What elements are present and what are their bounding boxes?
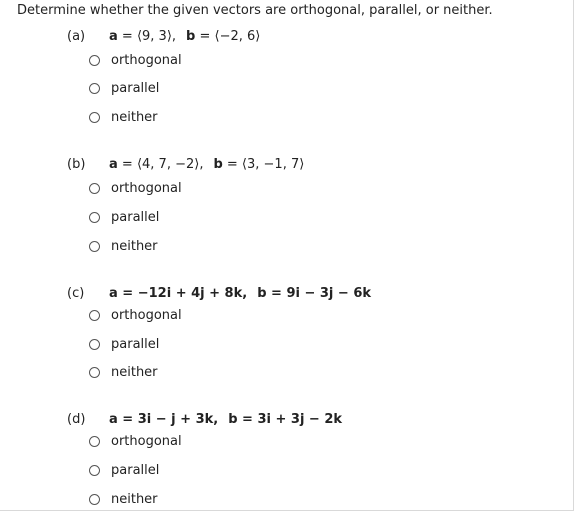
vector-a-expression: = −12i + 4j + 8k, <box>117 286 248 301</box>
option-label: parallel <box>111 336 160 352</box>
part-a-header <box>67 28 260 46</box>
radio-button[interactable] <box>89 212 100 223</box>
option-neither[interactable] <box>89 237 158 255</box>
vector-b-expression: = ⟨−2, 6⟩ <box>195 29 261 44</box>
option-orthogonal[interactable] <box>89 306 182 324</box>
vector-b-expression: = 3i + 3j − 2k <box>237 412 343 427</box>
radio-button[interactable] <box>89 83 100 94</box>
option-parallel[interactable] <box>89 335 159 353</box>
radio-button[interactable] <box>89 310 100 321</box>
radio-button[interactable] <box>89 465 100 476</box>
radio-button[interactable] <box>89 55 100 66</box>
radio-button[interactable] <box>89 494 100 505</box>
radio-button[interactable] <box>89 339 100 350</box>
radio-button[interactable] <box>89 241 100 252</box>
radio-button[interactable] <box>89 367 100 378</box>
option-label: orthogonal <box>111 180 182 196</box>
vector-b-expression: = ⟨3, −1, 7⟩ <box>222 157 305 172</box>
vector-b-name: b <box>213 157 223 172</box>
vector-a-expression: = 3i − j + 3k, <box>117 412 219 427</box>
vector-a-expression: = ⟨4, 7, −2⟩, <box>117 157 204 172</box>
vector-b-expression: = 9i − 3j − 6k <box>266 286 372 301</box>
part-label: (b) <box>67 157 86 172</box>
part-c-header <box>67 285 371 303</box>
part-label: (a) <box>67 29 86 44</box>
option-label: neither <box>111 364 158 380</box>
vector-a-expression: = ⟨9, 3⟩, <box>117 29 177 44</box>
part-b-header <box>67 156 304 174</box>
radio-button[interactable] <box>89 112 100 123</box>
vector-b-name: b <box>186 29 196 44</box>
option-orthogonal[interactable] <box>89 179 182 197</box>
option-label: neither <box>111 109 158 125</box>
vector-a-name: a <box>109 157 118 172</box>
option-parallel[interactable] <box>89 208 159 226</box>
option-neither[interactable] <box>89 490 158 508</box>
vector-a-name: a <box>109 29 118 44</box>
option-label: neither <box>111 491 158 507</box>
option-orthogonal[interactable] <box>89 51 182 69</box>
vector-b-name: b <box>257 286 267 301</box>
vector-a-name: a <box>109 412 118 427</box>
option-neither[interactable] <box>89 363 158 381</box>
vector-a-name: a <box>109 286 118 301</box>
option-label: parallel <box>111 80 160 96</box>
option-label: parallel <box>111 462 160 478</box>
option-label: orthogonal <box>111 307 182 323</box>
radio-button[interactable] <box>89 436 100 447</box>
part-d-header <box>67 411 342 429</box>
question-prompt: Determine whether the given vectors are orthogonal, parallel, or neither. <box>17 3 493 18</box>
option-neither[interactable] <box>89 108 158 126</box>
part-label: (d) <box>67 412 86 427</box>
radio-button[interactable] <box>89 183 100 194</box>
part-label: (c) <box>67 286 85 301</box>
option-parallel[interactable] <box>89 461 159 479</box>
option-label: orthogonal <box>111 433 182 449</box>
vector-b-name: b <box>228 412 238 427</box>
option-parallel[interactable] <box>89 79 159 97</box>
option-orthogonal[interactable] <box>89 432 182 450</box>
option-label: neither <box>111 238 158 254</box>
option-label: orthogonal <box>111 52 182 68</box>
option-label: parallel <box>111 209 160 225</box>
